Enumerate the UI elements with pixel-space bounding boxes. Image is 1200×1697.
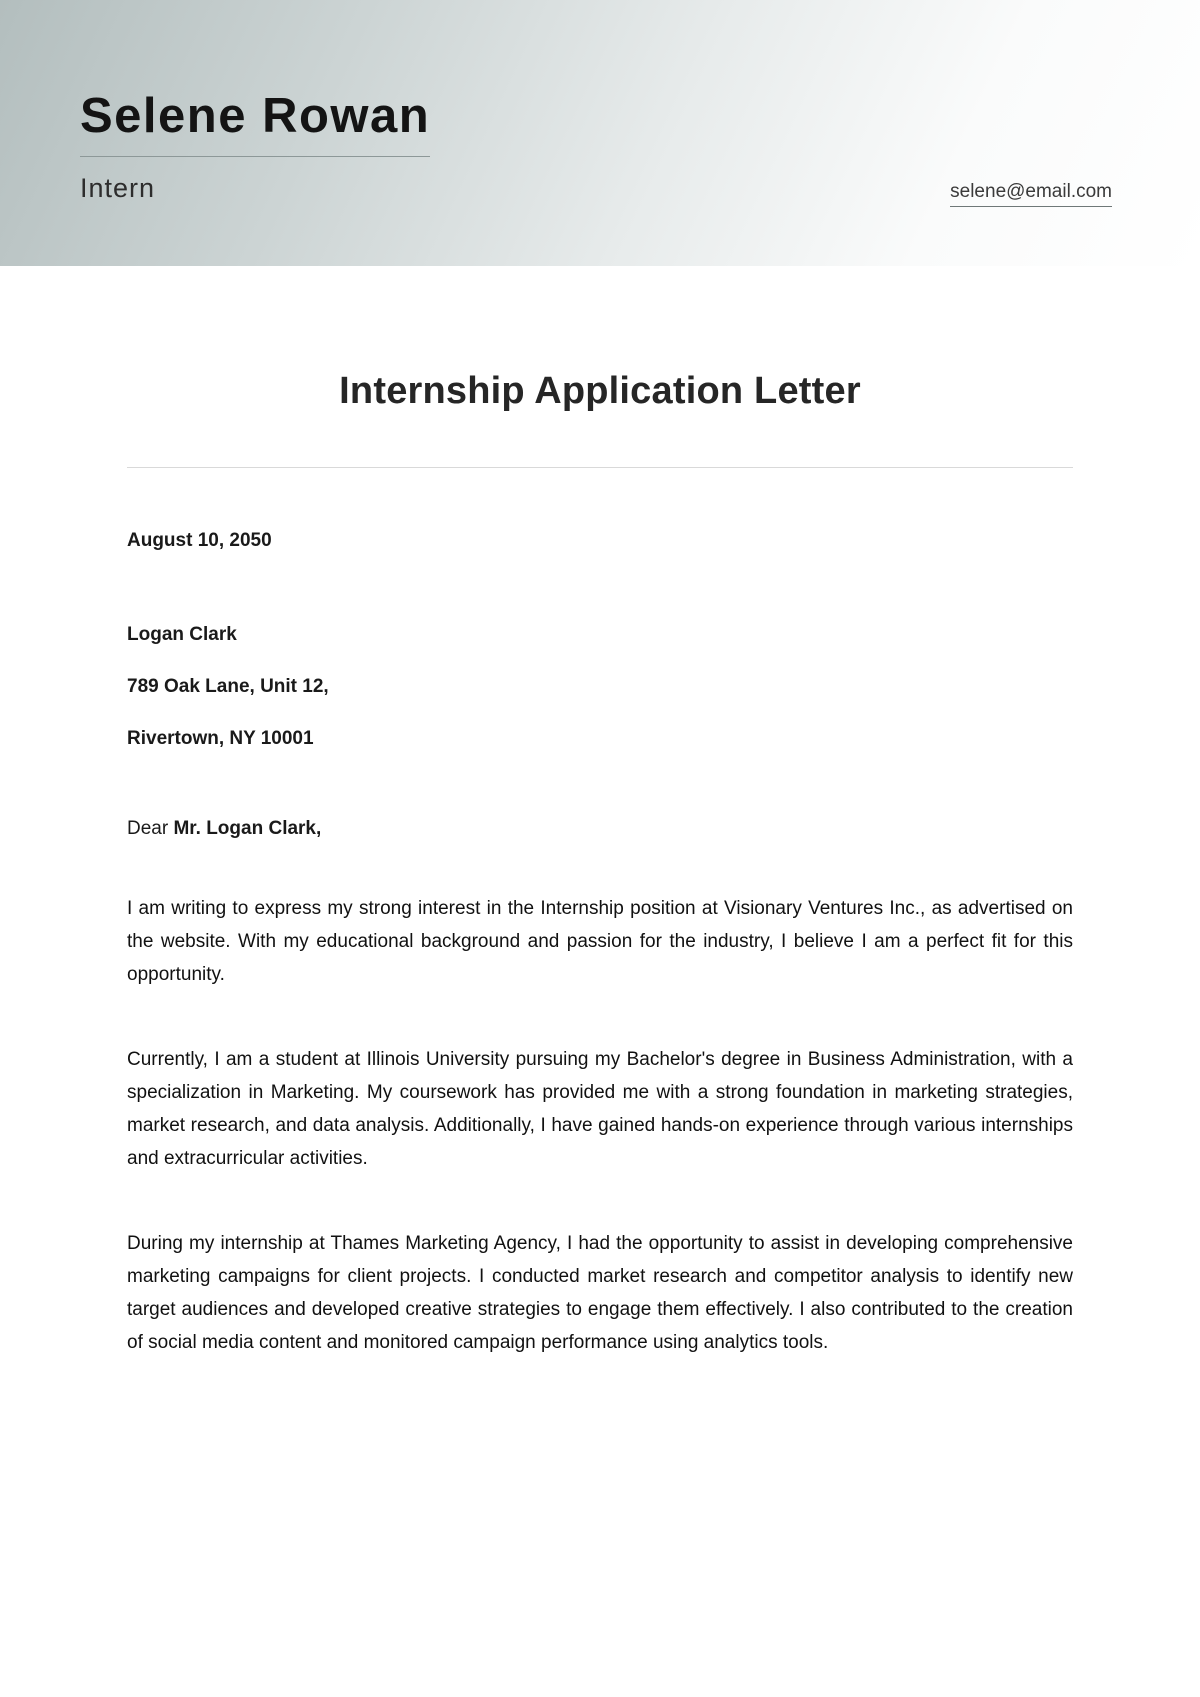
letter-paragraph-2: Currently, I am a student at Illinois University pursuing my Bachelor's degree in Business Administration, with a specialization in Marketing. My coursework has provided me with a strong foundation in marketing strategies, market research, and data analysis. Additionally, I have gained hands-on experience through various internships and extracurricular activities.	[127, 1049, 1073, 1169]
letter-paragraph-3: During my internship at Thames Marketing Agency, I had the opportunity to assist in developing comprehensive marketing campaigns for client projects. I conducted market research and competitor analysis to identify new target audiences and developed creative strategies to engage them effectively. I also contributed to the creation of social media content and monitored campaign performance using analytics tools.	[127, 1233, 1073, 1353]
letter-date: August 10, 2050	[127, 530, 272, 551]
title-divider	[127, 467, 1073, 468]
sender-role: Intern	[80, 173, 156, 203]
header-subrow	[80, 173, 1112, 207]
recipient-address-line1: 789 Oak Lane, Unit 12,	[127, 676, 329, 697]
letter-header	[0, 0, 1200, 266]
recipient-address-line2: Rivertown, NY 10001	[127, 728, 314, 749]
salutation-name: Mr. Logan Clark,	[173, 818, 322, 839]
sender-email-link[interactable]: selene@email.com	[950, 181, 1112, 207]
sender-name: Selene Rowan	[80, 88, 430, 157]
letter-paragraph-1: I am writing to express my strong interest in the Internship position at Visionary Ventures Inc., as advertised on the website. With my educational background and passion for the industry, I believe I am a perfect fit for this opportunity.	[127, 898, 1073, 985]
letter-title: Internship Application Letter	[339, 370, 861, 412]
recipient-name: Logan Clark	[127, 624, 237, 645]
recipient-block	[127, 624, 1073, 750]
salutation-prefix: Dear	[127, 818, 174, 839]
salutation	[127, 818, 1073, 840]
letter-content	[0, 370, 1200, 1359]
